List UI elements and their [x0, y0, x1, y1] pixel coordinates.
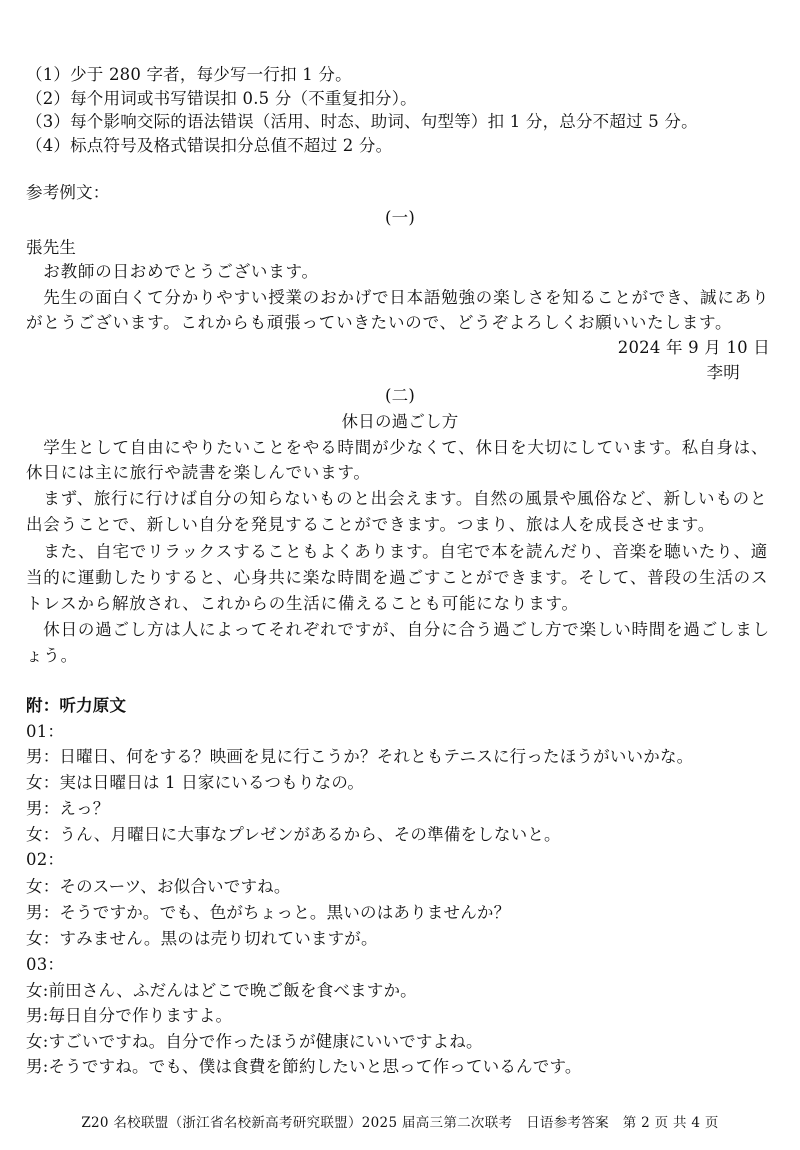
- rule-line: （1）少于 280 字者，每少写一行扣 1 分。: [26, 65, 352, 84]
- rule-line: （3）每个影响交际的语法错误（活用、时态、助词、句型等）扣 1 分，总分不超过 5 分。: [26, 112, 698, 131]
- transcript-line: 女：すみません。黒のは売り切れていますが。: [26, 929, 378, 948]
- transcript-line: 男:毎日自分で作りますよ。: [26, 1006, 233, 1025]
- transcript-line: 男：えっ？: [26, 799, 110, 818]
- essay2-line: 休日には主に旅行や読書を楽しんでいます。: [26, 463, 371, 482]
- transcript-line: 02：: [26, 850, 65, 869]
- rule-line: （4）标点符号及格式错误扣分总值不超过 2 分。: [26, 136, 393, 155]
- essay2-line: まず、旅行に行けば自分の知らないものと出会えます。自然の風景や風俗など、新しいものと: [26, 489, 768, 508]
- page-footer: Z20 名校联盟（浙江省名校新高考研究联盟）2025 届高三第二次联考 日语参考答案 第 2 页 共 4 页: [81, 1115, 719, 1131]
- transcript-line: 男：そうですか。でも、色がちょっと。黒いのはありませんか？: [26, 903, 511, 922]
- essay2-line: 当的に運動したりすると、心身共に楽な時間を過ごすことができます。そして、普段の生活のス: [26, 568, 769, 587]
- transcript-line: 03：: [26, 955, 65, 974]
- transcript-line: 女：うん、月曜日に大事なプレゼンがあるから、その準備をしないと。: [26, 825, 561, 844]
- essay1-line: がとうございます。これからも頑張っていきたいので、どうぞよろしくお願いいたします。: [26, 313, 733, 332]
- transcript-line: 女：実は日曜日は 1 日家にいるつもりなの。: [26, 773, 365, 792]
- essay2-number: (二): [385, 386, 415, 405]
- essay2-line: ょう。: [26, 646, 78, 665]
- essay2-line: 出会うことで、新しい自分を発見することができます。つまり、旅は人を成長させます。: [26, 515, 716, 534]
- essay1-signature: 李明: [706, 363, 740, 382]
- essay2-line: 学生として自由にやりたいことをやる時間が少なくて、休日を大切にしています。私自身は、: [26, 438, 769, 457]
- transcript-line: 女:前田さん、ふだんはどこで晩ご飯を食べますか。: [26, 981, 417, 1000]
- essay1-line: 先生の面白くて分かりやすい授業のおかげで日本語勉強の楽しさを知ることができ、誠にあり: [26, 288, 770, 307]
- essay2-line: トレスから解放され、これからの生活に備えることも可能になります。: [26, 594, 579, 613]
- essay2-title: 休日の過ごし方: [341, 412, 459, 431]
- transcript-line: 女:すごいですね。自分で作ったほうが健康にいいですよね。: [26, 1032, 483, 1051]
- essay2-line: 休日の過ごし方は人によってそれぞれですが、自分に合う過ごし方で楽しい時間を過ごしまし: [26, 620, 770, 639]
- appendix-heading: 附：听力原文: [26, 696, 127, 715]
- transcript-line: 男:そうですね。でも、僕は食費を節約したいと思って作っているんです。: [26, 1057, 582, 1076]
- essay1-line: お教師の日おめでとうございます。: [26, 262, 319, 281]
- essay1-number: (一): [385, 208, 415, 227]
- sample-essay-heading: 参考例文：: [26, 183, 110, 202]
- transcript-line: 男：日曜日、何をする？映画を見に行こうか？それともテニスに行ったほうがいいかな。: [26, 747, 694, 766]
- transcript-line: 01：: [26, 722, 65, 741]
- essay1-salutation: 張先生: [26, 238, 77, 257]
- essay2-line: また、自宅でリラックスすることもよくあります。自宅で本を読んだり、音楽を聴いたり、適: [26, 542, 769, 561]
- rule-line: （2）每个用词或书写错误扣 0.5 分（不重复扣分）。: [26, 89, 417, 108]
- transcript-line: 女：そのスーツ、お似合いですね。: [26, 877, 291, 896]
- essay1-date: 2024 年 9 月 10 日: [617, 338, 770, 357]
